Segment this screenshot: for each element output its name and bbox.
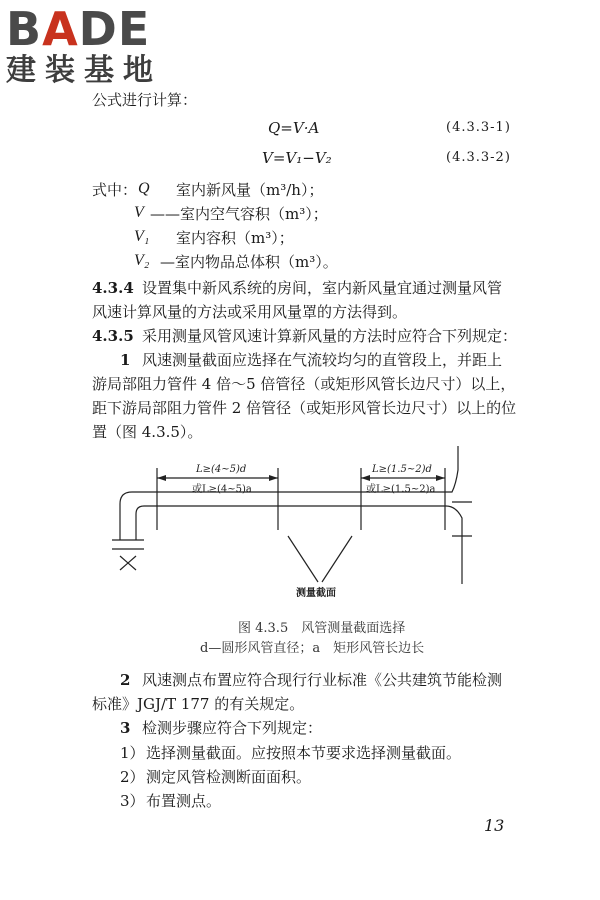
item-1-line-2: 游局部阻力管件 4 倍～5 倍管径（或矩形风管长边尺寸）以上， bbox=[92, 375, 516, 393]
step-3-text: 布置测点。 bbox=[146, 792, 222, 810]
where-desc-v: ——室内空气容积（m³）； bbox=[150, 205, 328, 223]
item-1-line-3: 距下游局部阻力管件 2 倍管径（或矩形风管长边尺寸）以上的位 bbox=[92, 399, 517, 417]
step-1-number: 1） bbox=[120, 744, 145, 762]
where-desc-q: 室内新风量（m³/h）； bbox=[176, 181, 324, 199]
right-dim-label-2: 或L≥(1.5~2)a bbox=[366, 484, 436, 495]
arrow-left-start bbox=[157, 475, 166, 481]
item-3-number: 3 bbox=[120, 719, 131, 737]
formula-2: V=V₁−V₂ bbox=[262, 149, 332, 167]
pointer-line-left bbox=[288, 536, 318, 582]
formula-2-number: (4.3.3-2) bbox=[446, 150, 511, 165]
intro-text: 公式进行计算： bbox=[92, 91, 198, 109]
section-434-number: 4.3.4 bbox=[92, 279, 134, 297]
section-435-number: 4.3.5 bbox=[92, 327, 134, 345]
site-logo bbox=[6, 4, 162, 88]
item-1-number: 1 bbox=[120, 351, 131, 369]
arrow-right-end bbox=[436, 475, 445, 481]
arrow-left-end bbox=[269, 475, 278, 481]
duct-lower-wall bbox=[136, 506, 462, 584]
page-number: 13 bbox=[484, 816, 505, 835]
duct-figure bbox=[0, 444, 600, 604]
right-dim-label-1: L≥(1.5~2)d bbox=[372, 464, 432, 475]
step-1-text: 选择测量截面。应按照本节要求选择测量截面。 bbox=[146, 744, 462, 762]
step-3-number: 3） bbox=[120, 792, 145, 810]
where-symbol-v2: V₂ bbox=[134, 252, 150, 269]
where-symbol-q: Q bbox=[138, 180, 150, 197]
item-2-number: 2 bbox=[120, 671, 131, 689]
section-435-text: 采用测量风管风速计算新风量的方法时应符合下列规定： bbox=[142, 327, 518, 345]
item-1-line-1: 风速测量截面应选择在气流较均匀的直管段上，并距上 bbox=[142, 351, 503, 369]
item-2-line-1: 风速测点布置应符合现行行业标准《公共建筑节能检测 bbox=[142, 671, 503, 689]
formula-1-number: (4.3.3-1) bbox=[446, 120, 511, 135]
where-symbol-v1: V₁ bbox=[134, 228, 150, 245]
logo-brand: BADE bbox=[6, 2, 151, 56]
figure-caption: 图 4.3.5 风管测量截面选择 bbox=[238, 621, 406, 636]
where-desc-v1: 室内容积（m³）； bbox=[176, 229, 294, 247]
step-2-number: 2） bbox=[120, 768, 145, 786]
section-434-line-2: 风速计算风量的方法或采用风量罩的方法得到。 bbox=[92, 303, 408, 321]
left-dim-label-1: L≥(4~5)d bbox=[196, 464, 247, 475]
where-symbol-v: V bbox=[134, 204, 144, 221]
item-1-line-4: 置（图 4.3.5）。 bbox=[92, 423, 203, 441]
item-2-line-2: 标准》JGJ/T 177 的有关规定。 bbox=[92, 695, 305, 713]
section-434-line-1: 设置集中新风系统的房间，室内新风量宜通过测量风管 bbox=[142, 279, 503, 297]
logo-subtitle: 建装基地 bbox=[6, 53, 162, 88]
figure-subcaption: d—圆形风管直径；a 矩形风管长边长 bbox=[200, 641, 425, 656]
pointer-line-right bbox=[322, 536, 352, 582]
arrow-right-start bbox=[361, 475, 370, 481]
measurement-section-label: 测量截面 bbox=[296, 588, 336, 599]
left-dim-label-2: 或L≥(4~5)a bbox=[192, 484, 252, 495]
where-desc-v2: —室内物品总体积（m³）。 bbox=[160, 253, 338, 271]
formula-1: Q=V·A bbox=[268, 119, 320, 137]
step-2-text: 测定风管检测断面面积。 bbox=[146, 768, 312, 786]
item-3-text: 检测步骤应符合下列规定： bbox=[142, 719, 323, 737]
where-lead: 式中： bbox=[92, 181, 138, 199]
